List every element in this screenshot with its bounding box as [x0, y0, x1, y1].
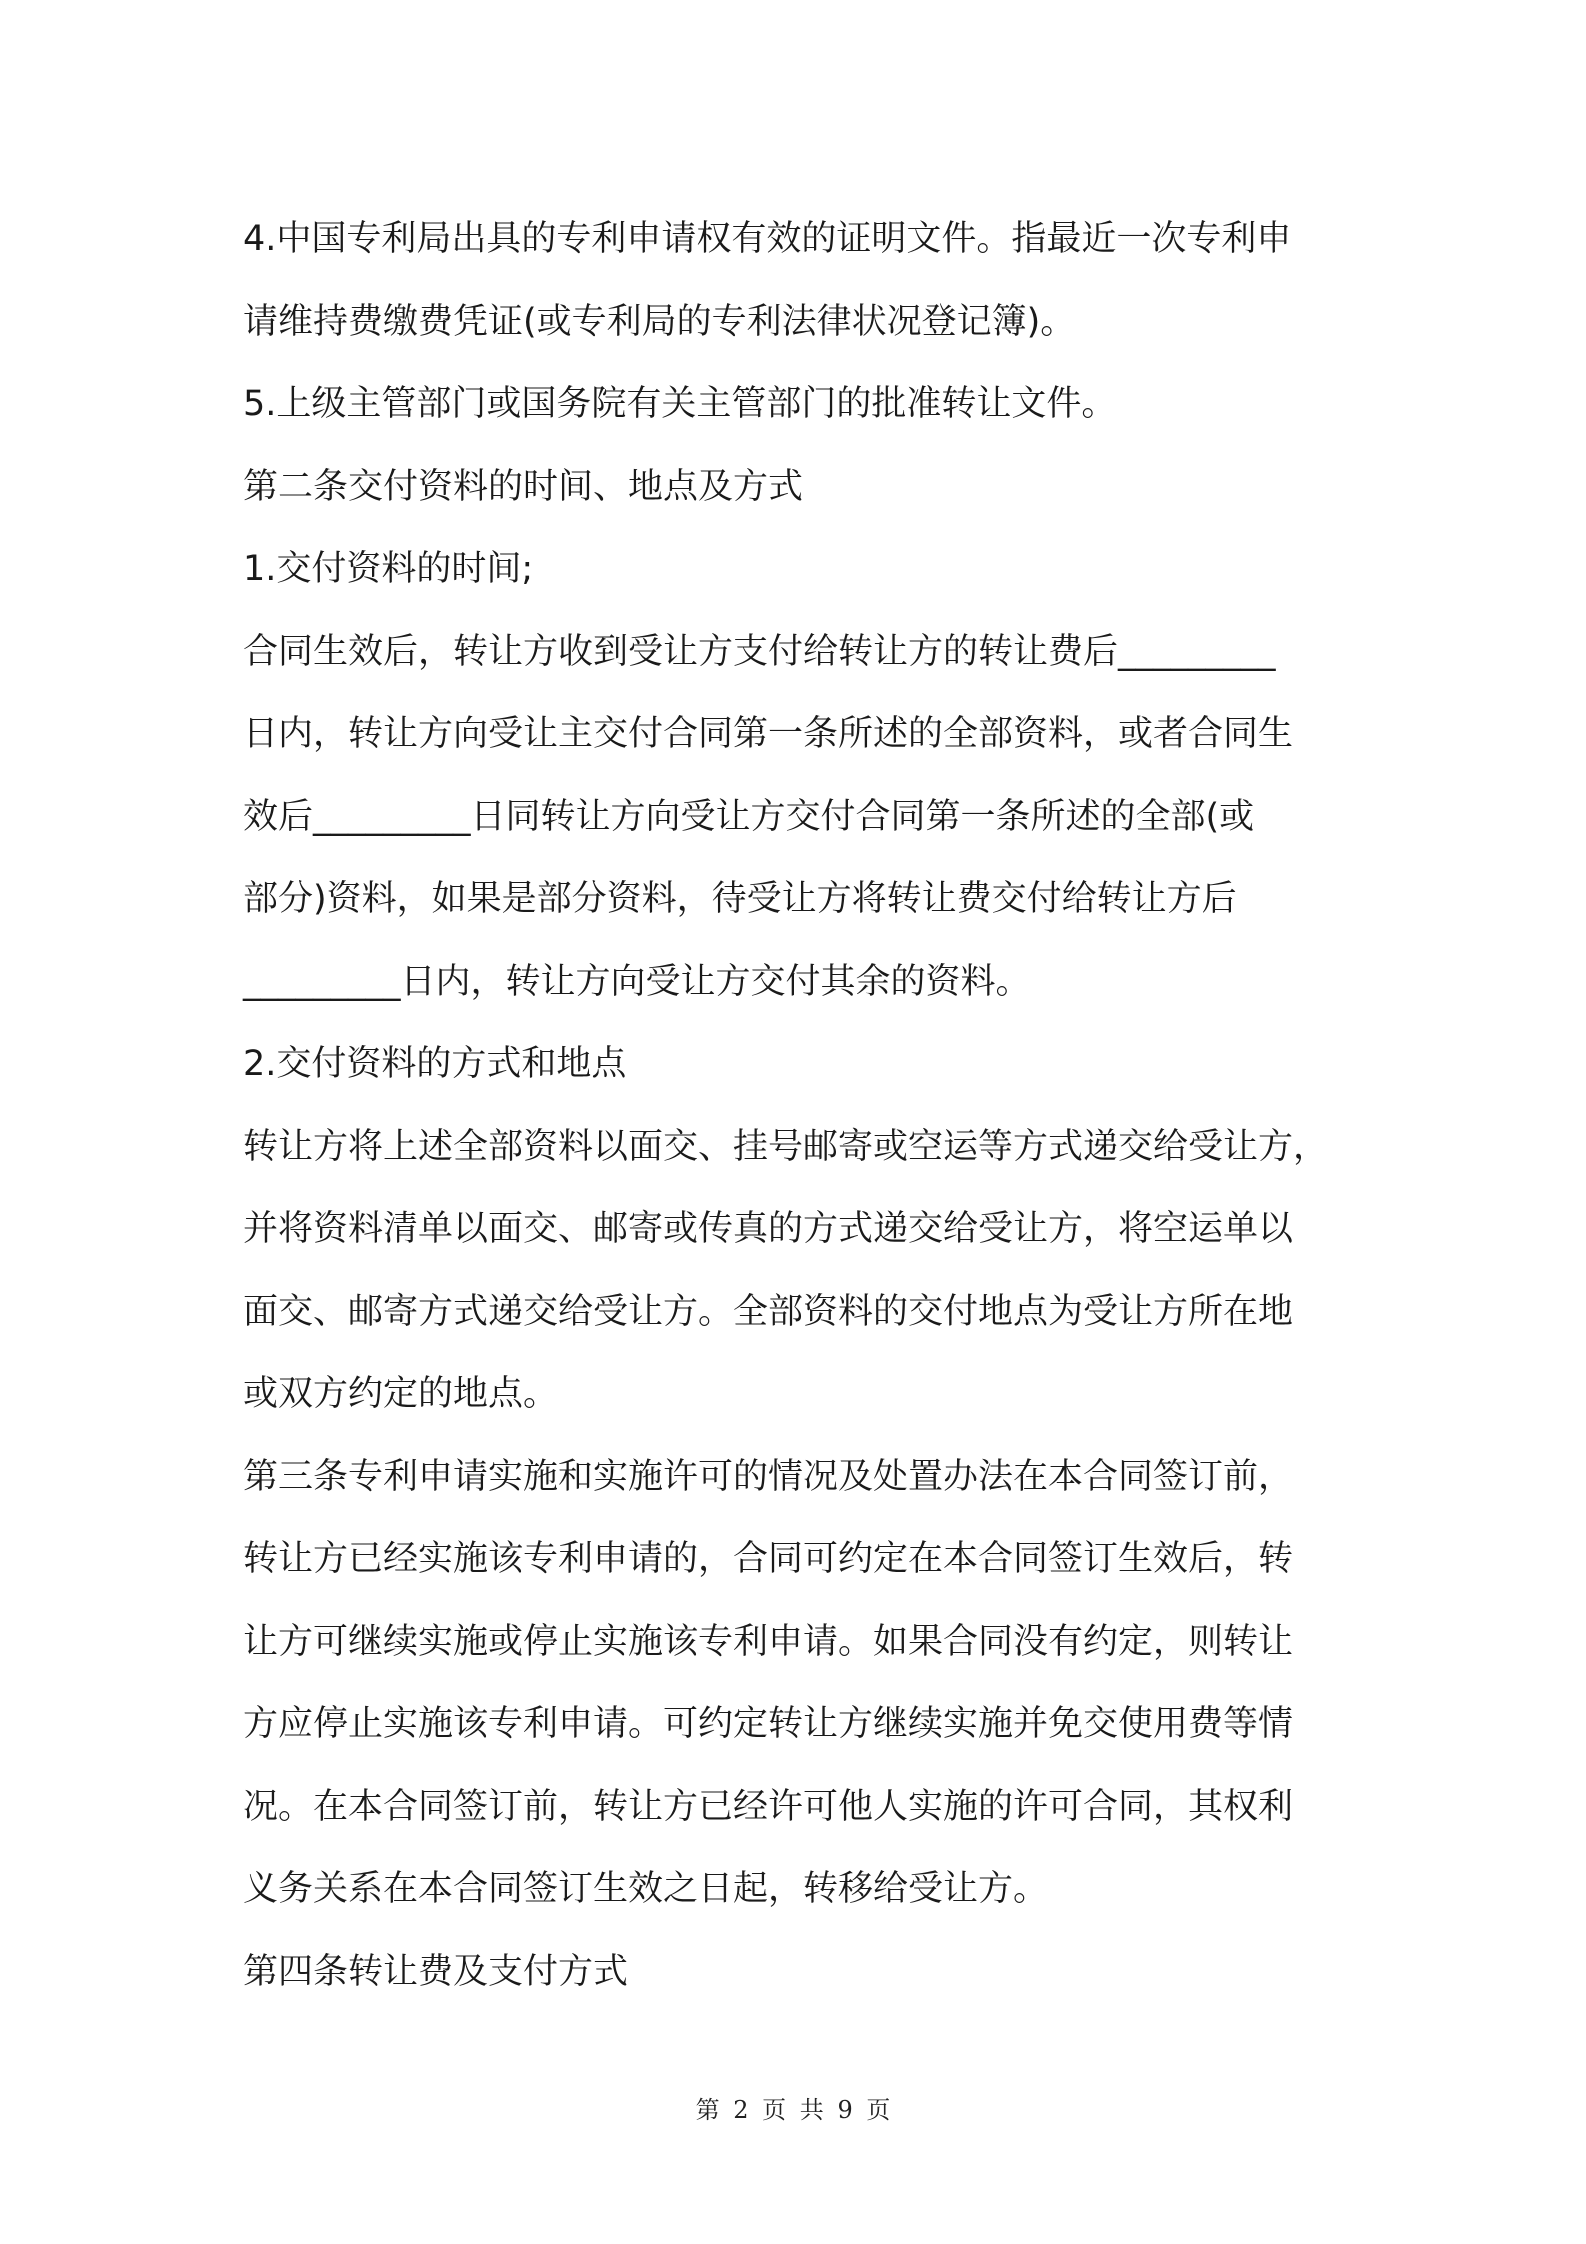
- text-line: 转让方将上述全部资料以面交、挂号邮寄或空运等方式递交给受让方，: [243, 1126, 1329, 1167]
- text-line: 或双方约定的地点。: [243, 1374, 559, 1414]
- section-heading: 第四条转让费及支付方式: [243, 1951, 629, 1992]
- text-line: _________日内，转让方向受让方交付其余的资料。: [243, 961, 1031, 1002]
- text-line: 并将资料清单以面交、邮寄或传真的方式递交给受让方，将空运单以: [243, 1209, 1294, 1249]
- text-line: 5.上级主管部门或国务院有关主管部门的批准转让文件。: [243, 384, 1117, 424]
- text-line: 请维持费缴费凭证(或专利局的专利法律状况登记簿)。: [243, 301, 1076, 342]
- text-line: 方应停止实施该专利申请。可约定转让方继续实施并免交使用费等情: [243, 1704, 1294, 1744]
- text-line: 2.交付资料的方式和地点: [243, 1044, 627, 1084]
- section-heading: 第二条交付资料的时间、地点及方式: [243, 466, 804, 507]
- text-line: 让方可继续实施或停止实施该专利申请。如果合同没有约定，则转让: [243, 1621, 1294, 1662]
- text-line: 效后_________日同转让方向受让方交付合同第一条所述的全部(或: [243, 796, 1255, 837]
- text-line: 转让方已经实施该专利申请的，合同可约定在本合同签订生效后，转: [243, 1539, 1294, 1579]
- text-line: 部分)资料，如果是部分资料，待受让方将转让费交付给转让方后: [243, 879, 1237, 919]
- text-line: 义务关系在本合同签订生效之日起，转移给受让方。: [243, 1869, 1049, 1909]
- text-line: 合同生效后，转让方收到受让方支付给转让方的转让费后_________: [243, 631, 1276, 672]
- text-line: 日内，转让方向受让主交付合同第一条所述的全部资料，或者合同生: [243, 714, 1294, 754]
- text-line: 1.交付资料的时间;: [243, 549, 534, 589]
- page-number-footer: 第 2 页 共 9 页: [695, 2096, 891, 2124]
- text-line: 4.中国专利局出具的专利申请权有效的证明文件。指最近一次专利申: [243, 219, 1292, 259]
- document-body: [243, 198, 1353, 2013]
- text-line: 况。在本合同签订前，转让方已经许可他人实施的许可合同，其权利: [243, 1786, 1294, 1827]
- text-line: 面交、邮寄方式递交给受让方。全部资料的交付地点为受让方所在地: [243, 1291, 1294, 1332]
- section-heading: 第三条专利申请实施和实施许可的情况及处置办法在本合同签订前，: [243, 1456, 1294, 1497]
